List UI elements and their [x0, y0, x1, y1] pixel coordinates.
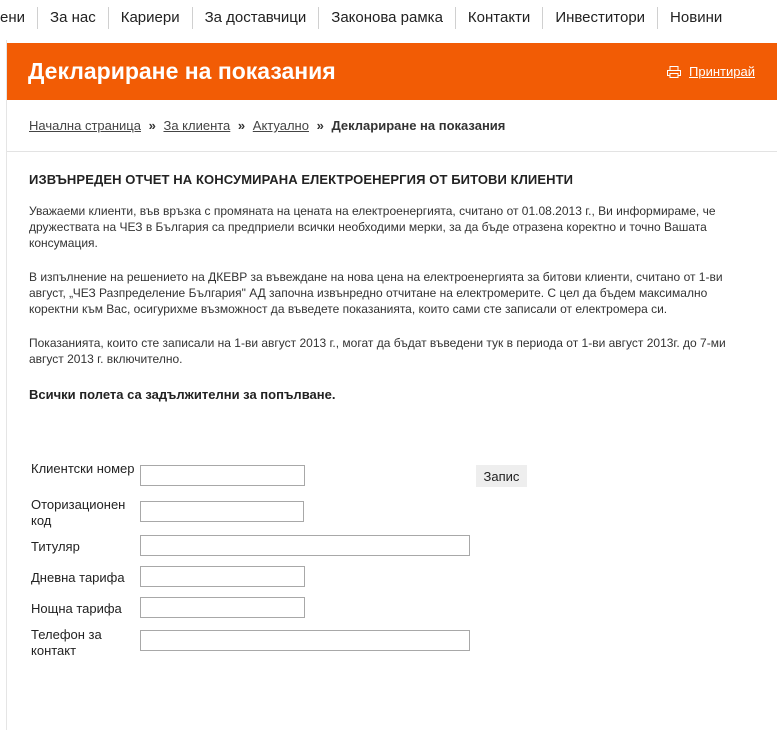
nav-item-careers[interactable]: Кариери — [109, 7, 193, 29]
client-number-label: Клиентски номер — [31, 461, 135, 476]
breadcrumb-separator: » — [316, 118, 324, 133]
breadcrumb-home[interactable]: Начална страница — [29, 118, 141, 133]
breadcrumb-separator: » — [237, 118, 246, 133]
nav-item-legal[interactable]: Законова рамка — [319, 7, 456, 29]
nav-item-investors[interactable]: Инвеститори — [543, 7, 658, 29]
main-content — [29, 172, 759, 403]
breadcrumb-news[interactable]: Актуално — [252, 118, 309, 133]
night-tariff-input[interactable] — [140, 597, 305, 618]
phone-label: Телефон за контакт — [31, 627, 102, 658]
auth-code-label: Оторизационен код — [31, 497, 126, 528]
client-number-input[interactable] — [140, 465, 305, 486]
divider — [7, 151, 777, 152]
paragraph-decision: В изпълнение на решението на ДКЕВР за въвеждане на нова цена на електроенергията за битови клиенти, считано от 1-ви август, „ЧЕЗ Разпределение България" АД започна извънредно отчитане на електромерите. С цел да бъдем максимално коректни към Вас, осигурихме възможност да въведете показанията, които сами сте записали от електромера си. — [29, 270, 723, 316]
required-note: Всички полета са задължителни за попълване. — [29, 387, 336, 402]
breadcrumb-current: Деклариране на показания — [331, 118, 506, 133]
nav-item-contacts[interactable]: Контакти — [456, 7, 543, 29]
day-tariff-input[interactable] — [140, 566, 305, 587]
top-navigation — [0, 0, 777, 36]
nav-item-about[interactable]: За нас — [38, 7, 109, 29]
submit-button[interactable]: Запис — [476, 465, 527, 487]
page-header — [7, 43, 777, 100]
night-tariff-label: Нощна тарифа — [31, 601, 122, 616]
holder-input[interactable] — [140, 535, 470, 556]
nav-item-news[interactable]: Новини — [670, 9, 723, 26]
paragraph-period: Показанията, които сте записали на 1-ви август 2013 г., могат да бъдат въведени тук в периода от 1-ви август 2013г. до 7-ми август 2013 г. включително. — [29, 336, 726, 366]
content-heading: ИЗВЪНРЕДЕН ОТЧЕТ НА КОНСУМИРАНА ЕЛЕКТРОЕНЕРГИЯ ОТ БИТОВИ КЛИЕНТИ — [29, 172, 574, 187]
printer-icon — [667, 66, 681, 78]
print-link[interactable] — [667, 64, 755, 79]
page-title: Деклариране на показания — [28, 58, 336, 84]
auth-code-input[interactable] — [140, 501, 304, 522]
nav-item-suppliers[interactable]: За доставчици — [193, 7, 320, 29]
holder-label: Титуляр — [31, 539, 80, 554]
print-label: Принтирай — [689, 64, 755, 79]
paragraph-intro: Уважаеми клиенти, във връзка с промяната на цената на електроенергията, считано от 01.08.2013 г., Ви информираме, че дружествата на ЧЕЗ в България са предприели всички необходими мерки, за да бъде отразена коректно и точно Вашата консумация. — [29, 204, 716, 250]
breadcrumb — [29, 118, 505, 133]
breadcrumb-separator: » — [148, 118, 156, 133]
nav-item-partial[interactable]: ени — [0, 7, 38, 29]
breadcrumb-for-client[interactable]: За клиента — [163, 118, 231, 133]
phone-input[interactable] — [140, 630, 470, 651]
day-tariff-label: Дневна тарифа — [31, 570, 125, 585]
content-left-border — [6, 40, 7, 730]
